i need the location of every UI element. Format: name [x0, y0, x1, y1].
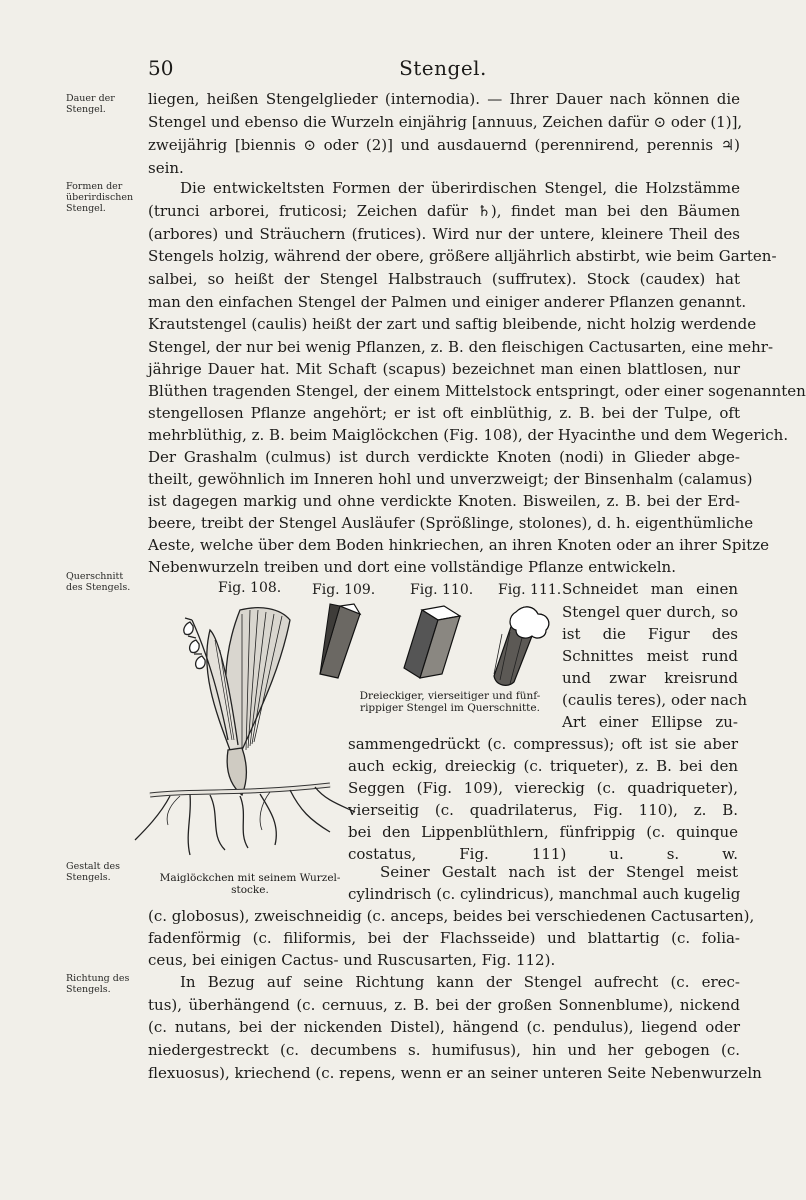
text-line: In Bezug auf seine Richtung kann der Stengel aufrecht (c. erec- [180, 973, 740, 991]
text-line: salbei, so heißt der Stengel Halbstrauch (suffrutex). Stock (caudex) hat [148, 270, 740, 288]
five-ribbed-stem-cross-section [490, 604, 556, 690]
text-line: Schnittes meist rund [562, 647, 738, 665]
text-line: niedergestreckt (c. decumbens s. humifusus), hin und her gebogen (c. [148, 1041, 740, 1059]
triangular-stem-cross-section [310, 600, 366, 680]
text-line: (caulis teres), oder nach [562, 691, 748, 709]
caption-line: rippiger Stengel im Querschnitte. [360, 702, 540, 714]
text-line: Seggen (Fig. 109), viereckig (c. quadriqueter), [348, 779, 738, 797]
caption-line: Maiglöckchen mit seinem Wurzel- [159, 872, 341, 884]
caption-line: stocke. [231, 884, 269, 896]
text-line: Schneidet man einen [562, 580, 738, 598]
text-line: flexuosus), kriechend (c. repens, wenn er an seiner unteren Seite Nebenwurzeln [148, 1064, 762, 1082]
text-line: man den einfachen Stengel der Palmen und einiger anderer Pflanzen genannt. [148, 293, 747, 311]
margin-note-formen: Formen der überirdischen Stengel. [66, 181, 134, 214]
text-line: sammengedrückt (c. compressus); oft ist sie aber [348, 735, 738, 753]
text-line: tus), überhängend (c. cernuus, z. B. bei der großen Sonnenblume), nickend [148, 996, 740, 1014]
text-line: ceus, bei einigen Cactus- und Ruscusarten, Fig. 112). [148, 951, 556, 969]
square-stem-cross-section [400, 602, 466, 684]
text-line: Stengel, der nur bei wenig Pflanzen, z. B. den fleischigen Cactusarten, eine mehr- [148, 338, 774, 356]
text-line: liegen, heißen Stengelglieder (internodia). — Ihrer Dauer nach können die [148, 90, 740, 108]
text-line: sein. [148, 159, 184, 177]
caption-lily [150, 872, 350, 896]
text-line: zweijährig [biennis ⊙ oder (2)] und ausdauernd (perennirend, perennis ♃) [148, 136, 740, 154]
text-line: ist dagegen markig und ohne verdickte Knoten. Bisweilen, z. B. bei der Erd- [148, 492, 740, 510]
text-line: fadenförmig (c. filiformis, bei der Flachsseide) und blattartig (c. folia- [148, 929, 740, 947]
text-line: (c. globosus), zweischneidig (c. anceps, beides bei verschiedenen Cactusarten), [148, 907, 755, 925]
text-line: stengellosen Pflanze angehört; er ist oft einblüthig, z. B. bei der Tulpe, oft [148, 404, 740, 422]
margin-note-gestalt: Gestalt des Stengels. [66, 861, 121, 883]
text-line: jährige Dauer hat. Mit Schaft (scapus) bezeichnet man einen blattlosen, nur [148, 360, 740, 378]
text-line: mehrblüthig, z. B. beim Maiglöckchen (Fig. 108), der Hyacinthe und dem Wegerich. [148, 426, 789, 444]
caption-line: Dreieckiger, vierseitiger und fünf- [359, 690, 541, 702]
text-line: Stengel quer durch, so [562, 603, 738, 621]
fig-110-label: Fig. 110. [410, 582, 474, 598]
text-line: beere, treibt der Stengel Ausläufer (Sprößlinge, stolones), d. h. eigenthümliche [148, 514, 754, 532]
text-line: Art einer Ellipse zu- [562, 713, 738, 731]
margin-note-richtung: Richtung des Stengels. [66, 973, 130, 995]
text-line: Nebenwurzeln treiben und dort eine vollständige Pflanze entwickeln. [148, 558, 676, 576]
fig-109-label: Fig. 109. [312, 582, 376, 598]
text-line: Die entwickeltsten Formen der überirdischen Stengel, die Holzstämme [180, 179, 740, 197]
text-line: Der Grashalm (culmus) ist durch verdickte Knoten (nodi) in Glieder abge- [148, 448, 740, 466]
text-line: Stengels holzig, während der obere, größere alljährlich abstirbt, wie beim Garten- [148, 247, 777, 265]
text-line: cylindrisch (c. cylindricus), manchmal auch kugelig [348, 885, 741, 903]
text-line: costatus, Fig. 111) u. s. w. [348, 845, 738, 863]
page-number: 50 [148, 56, 174, 80]
text-line: und zwar kreisrund [562, 669, 738, 687]
text-line: auch eckig, dreieckig (c. triqueter), z. B. bei den [348, 757, 738, 775]
text-line: theilt, gewöhnlich im Inneren hohl und unverzweigt; der Binsenhalm (calamus) [148, 470, 753, 488]
caption-cross-sections [350, 690, 550, 714]
running-title: Stengel. [399, 56, 487, 80]
text-line: Blüthen tragenden Stengel, der einem Mittelstock entspringt, oder einer sogenannten [148, 382, 806, 400]
text-line: Krautstengel (caulis) heißt der zart und saftig bleibende, nicht holzig werdende [148, 315, 757, 333]
text-line: Aeste, welche über dem Boden hinkriechen, an ihren Knoten oder an ihrer Spitze [148, 536, 770, 554]
text-line: Stengel und ebenso die Wurzeln einjährig [annuus, Zeichen dafür ⊙ oder (1)], [148, 113, 743, 131]
text-line: bei den Lippenblüthlern, fünfrippig (c. quinque [348, 823, 738, 841]
text-line: (trunci arborei, fruticosi; Zeichen dafür ♄), findet man bei den Bäumen [148, 202, 740, 220]
text-line: (arbores) und Sträuchern (frutices). Wird nur der untere, kleinere Theil des [148, 225, 740, 243]
fig-108-label: Fig. 108. [218, 580, 282, 596]
text-line: (c. nutans, bei der nickenden Distel), hängend (c. pendulus), liegend oder [148, 1018, 740, 1036]
fig-111-label: Fig. 111. [498, 582, 562, 598]
text-line: vierseitig (c. quadrilaterus, Fig. 110), z. B. [348, 801, 738, 819]
page-header [148, 56, 738, 84]
text-line: Seiner Gestalt nach ist der Stengel meist [380, 863, 738, 881]
text-line: ist die Figur des [562, 625, 738, 643]
margin-note-dauer: Dauer der Stengel. [66, 93, 115, 115]
margin-note-querschnitt: Querschnitt des Stengels. [66, 571, 131, 593]
